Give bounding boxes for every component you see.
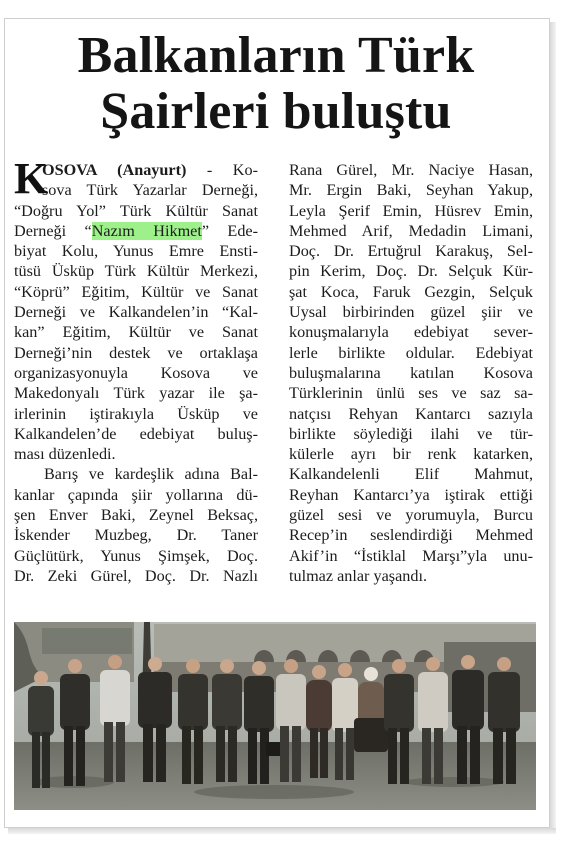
- text-line: Akif’in “İstiklal Marşı”yla unu-: [289, 546, 533, 565]
- text-line: biyat Kolu, Yunus Emre Ensti-: [14, 242, 258, 261]
- text-line: külerle ayrı bir renk katarken,: [289, 445, 533, 464]
- text-line: konuşmalarıyla edebiyat sever-: [289, 323, 533, 342]
- text-line: Makedonyalı Türk yazar ile şa-: [14, 384, 258, 403]
- group-photo: [14, 622, 536, 810]
- text-line: şat Koca, Faruk Gezgin, Selçuk: [289, 282, 533, 301]
- text-line: tulmaz anlar yaşandı.: [289, 566, 427, 585]
- text-line: Dr. Zeki Gürel, Doç. Dr. Nazlı: [14, 566, 258, 585]
- text-line: Uysal birbirinden güzel şiir ve: [289, 303, 533, 322]
- text-line: güzel sesi ve yorumuyla, Burcu: [289, 506, 533, 525]
- text-line: Güçlütürk, Yunus Şimşek, Doç.: [14, 546, 258, 565]
- text-line: ması düzenledi.: [14, 445, 116, 464]
- text-line: irlerinin iştirakıyla Üsküp ve: [14, 404, 258, 423]
- text-line: Derneği ve Kalkandelen’in “Kal-: [14, 303, 258, 322]
- text-line: OSOVA (Anayurt) - Ko-: [42, 161, 258, 179]
- text-line: kanlar çapında şiir yollarına dü-: [14, 485, 258, 504]
- text-line: İskender Muzbeg, Dr. Taner: [14, 526, 258, 545]
- dateline: OSOVA (Anayurt): [42, 161, 187, 179]
- text-line: organizasyonuyla Kosova ve: [14, 363, 258, 382]
- text-line: buluşmalarına katılan Kosova: [289, 363, 533, 382]
- text-line: lerle birlikte oldular. Edebiyat: [289, 343, 533, 362]
- text-line: Rana Gürel, Mr. Naciye Hasan,: [289, 161, 533, 179]
- text-line: pin Kerim, Doç. Dr. Selçuk Kür-: [289, 262, 533, 281]
- clipping-shadow-bottom: [8, 828, 556, 834]
- text-line: Leyla Şerif Emin, Hüsrev Emin,: [289, 201, 533, 220]
- text-line: tüsü Üsküp Türk Kültür Merkezi,: [14, 262, 258, 281]
- highlighted-name: Nazım Hikmet: [91, 221, 202, 240]
- text-line: Barış ve kardeşlik adına Bal-: [44, 465, 258, 484]
- group-photo-illustration: [14, 622, 536, 810]
- text-line: şen Enver Baki, Zeynel Beksaç,: [14, 506, 258, 525]
- article-column-right: [289, 160, 533, 586]
- article-column-left: [14, 154, 258, 586]
- article-headline: [6, 28, 546, 140]
- text-line: Derneği “Nazım Hikmet” Ede-: [14, 221, 258, 240]
- headline-line-2: Şairleri buluştu: [100, 83, 452, 140]
- text-line: Kalkandelenli Elif Mahmut,: [289, 465, 533, 484]
- headline-line-1: Balkanların Türk: [77, 27, 475, 84]
- text-line: Reyhan Kantarcı’ya iştirak ettiği: [289, 485, 533, 504]
- lead-paragraph-start: [14, 154, 258, 203]
- text-line: Doç. Dr. Ertuğrul Karakuş, Sel-: [289, 242, 533, 261]
- text-line: natçısı Rehyan Kantarcı sazıyla: [289, 404, 533, 423]
- text-line: kan” Eğitim, Kültür ve Sanat: [14, 323, 258, 342]
- clipping-shadow-right: [550, 22, 556, 832]
- text-line: birlikte söylediği ilahi ve tür-: [289, 424, 533, 443]
- text-line: sova Türk Yazarlar Derneği,: [42, 181, 258, 200]
- text-line: Mr. Ergin Baki, Seyhan Yakup,: [289, 181, 533, 200]
- text-line: “Doğru Yol” Türk Kültür Sanat: [14, 201, 258, 220]
- text-line: Türklerinin ünlü ses ve saz sa-: [289, 384, 533, 403]
- text-line: “Köprü” Eğitim, Kültür ve Sanat: [14, 282, 258, 301]
- text-line: Kalkandelen’de edebiyat buluş-: [14, 424, 258, 443]
- text-line: Mehmed Arif, Medadin Limani,: [289, 221, 533, 240]
- drop-cap: K: [14, 154, 49, 203]
- text-line: Recep’in seslendirdiği Mehmed: [289, 526, 533, 545]
- text-line: Derneği’nin destek ve ortaklaşa: [14, 343, 258, 362]
